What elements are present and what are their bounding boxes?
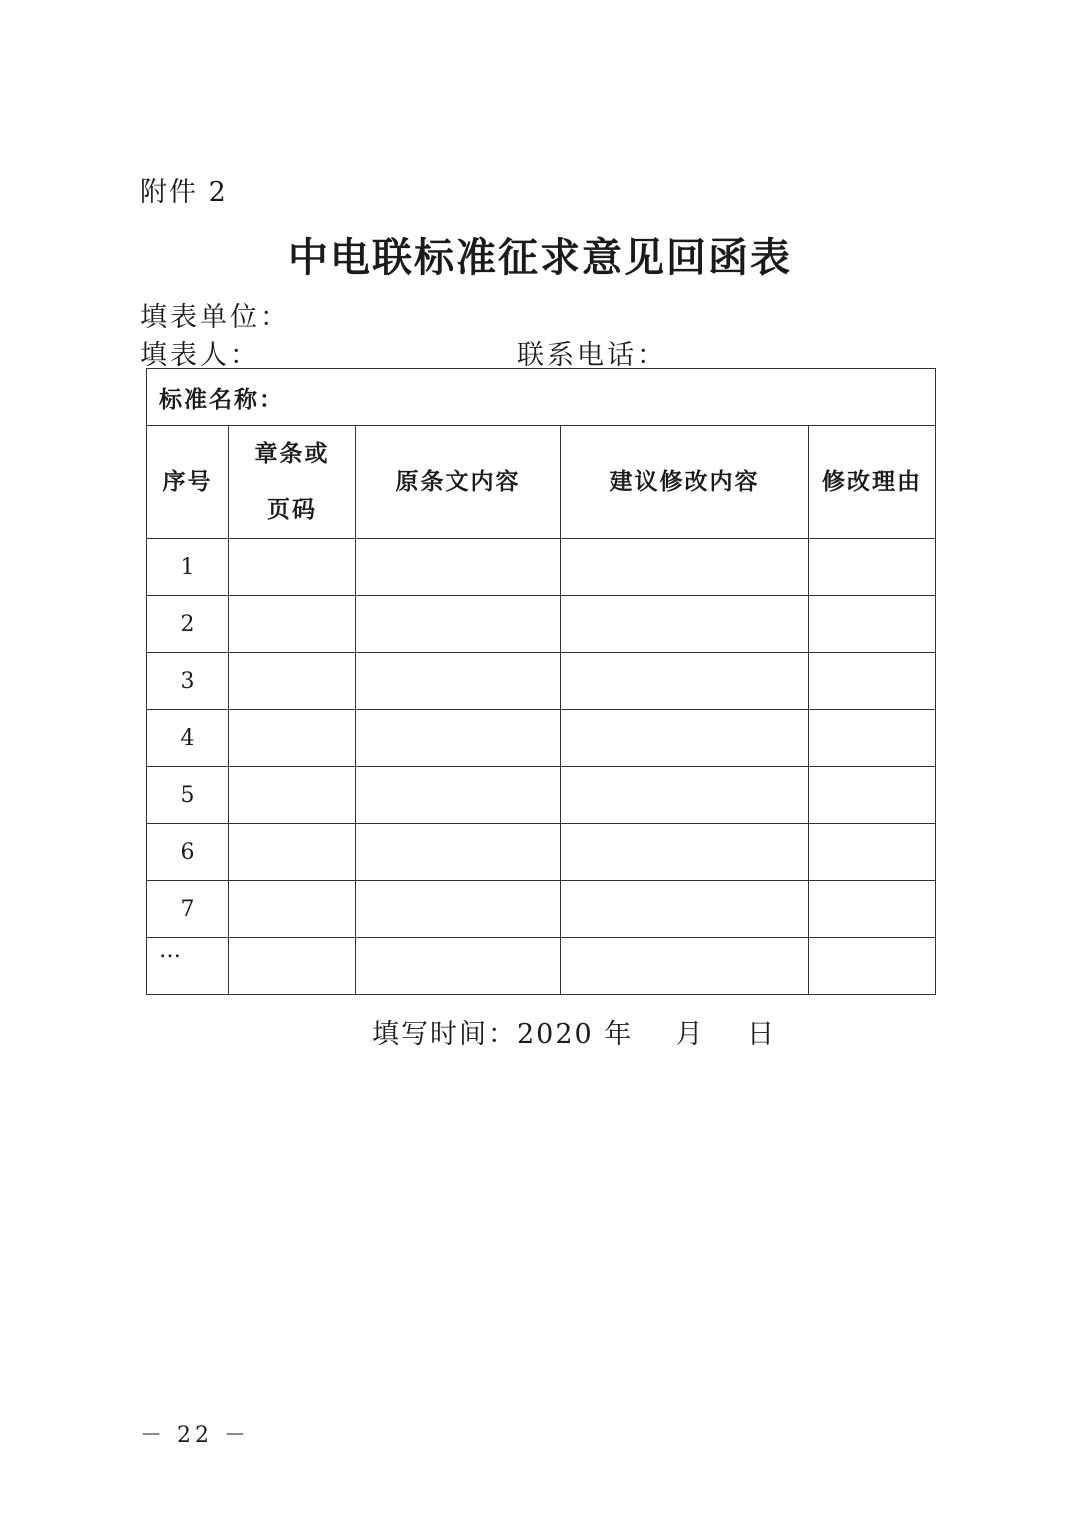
- original-cell: [356, 653, 561, 710]
- fill-unit-label: 填表单位：: [140, 302, 290, 333]
- standard-name-cell: 标准名称：: [147, 369, 936, 426]
- clause-cell: [229, 881, 356, 938]
- original-cell: [356, 767, 561, 824]
- header-clause: [229, 426, 356, 539]
- table-row: [147, 767, 936, 824]
- row-serial: 5: [147, 767, 229, 824]
- filler-label: 填表人：: [140, 340, 260, 371]
- table-row: [147, 881, 936, 938]
- table-row: [147, 938, 936, 995]
- row-serial: …: [147, 938, 229, 995]
- header-original: 原条文内容: [356, 426, 561, 539]
- row-serial: 3: [147, 653, 229, 710]
- row-serial: 7: [147, 881, 229, 938]
- header-suggested: 建议修改内容: [561, 426, 809, 539]
- suggested-cell: [561, 824, 809, 881]
- header-serial: 序号: [147, 426, 229, 539]
- feedback-table: [146, 368, 936, 995]
- suggested-cell: [561, 938, 809, 995]
- page-number: － 22 －: [140, 1423, 250, 1448]
- original-cell: [356, 710, 561, 767]
- original-cell: [356, 596, 561, 653]
- clause-cell: [229, 767, 356, 824]
- reason-cell: [809, 824, 936, 881]
- header-reason: 修改理由: [809, 426, 936, 539]
- reason-cell: [809, 653, 936, 710]
- suggested-cell: [561, 881, 809, 938]
- clause-cell: [229, 710, 356, 767]
- table-row: [147, 596, 936, 653]
- reason-cell: [809, 539, 936, 596]
- row-serial: 2: [147, 596, 229, 653]
- clause-cell: [229, 596, 356, 653]
- suggested-cell: [561, 539, 809, 596]
- suggested-cell: [561, 596, 809, 653]
- original-cell: [356, 824, 561, 881]
- attachment-label: 附件 2: [140, 177, 228, 208]
- clause-cell: [229, 653, 356, 710]
- table-row: [147, 824, 936, 881]
- header-clause-line1: 章条或: [254, 440, 330, 467]
- fill-time-label: 填写时间：2020 年 月 日: [372, 1019, 776, 1050]
- clause-cell: [229, 938, 356, 995]
- reason-cell: [809, 881, 936, 938]
- original-cell: [356, 539, 561, 596]
- original-cell: [356, 881, 561, 938]
- row-serial: 1: [147, 539, 229, 596]
- original-cell: [356, 938, 561, 995]
- reason-cell: [809, 596, 936, 653]
- suggested-cell: [561, 767, 809, 824]
- table-row: [147, 539, 936, 596]
- suggested-cell: [561, 710, 809, 767]
- row-serial: 4: [147, 710, 229, 767]
- reason-cell: [809, 767, 936, 824]
- suggested-cell: [561, 653, 809, 710]
- table-row: [147, 653, 936, 710]
- clause-cell: [229, 539, 356, 596]
- page-title: 中电联标准征求意见回函表: [288, 234, 792, 281]
- clause-cell: [229, 824, 356, 881]
- phone-label: 联系电话：: [517, 340, 667, 371]
- reason-cell: [809, 710, 936, 767]
- table-row: [147, 710, 936, 767]
- reason-cell: [809, 938, 936, 995]
- header-clause-line2: 页码: [267, 496, 317, 523]
- row-serial: 6: [147, 824, 229, 881]
